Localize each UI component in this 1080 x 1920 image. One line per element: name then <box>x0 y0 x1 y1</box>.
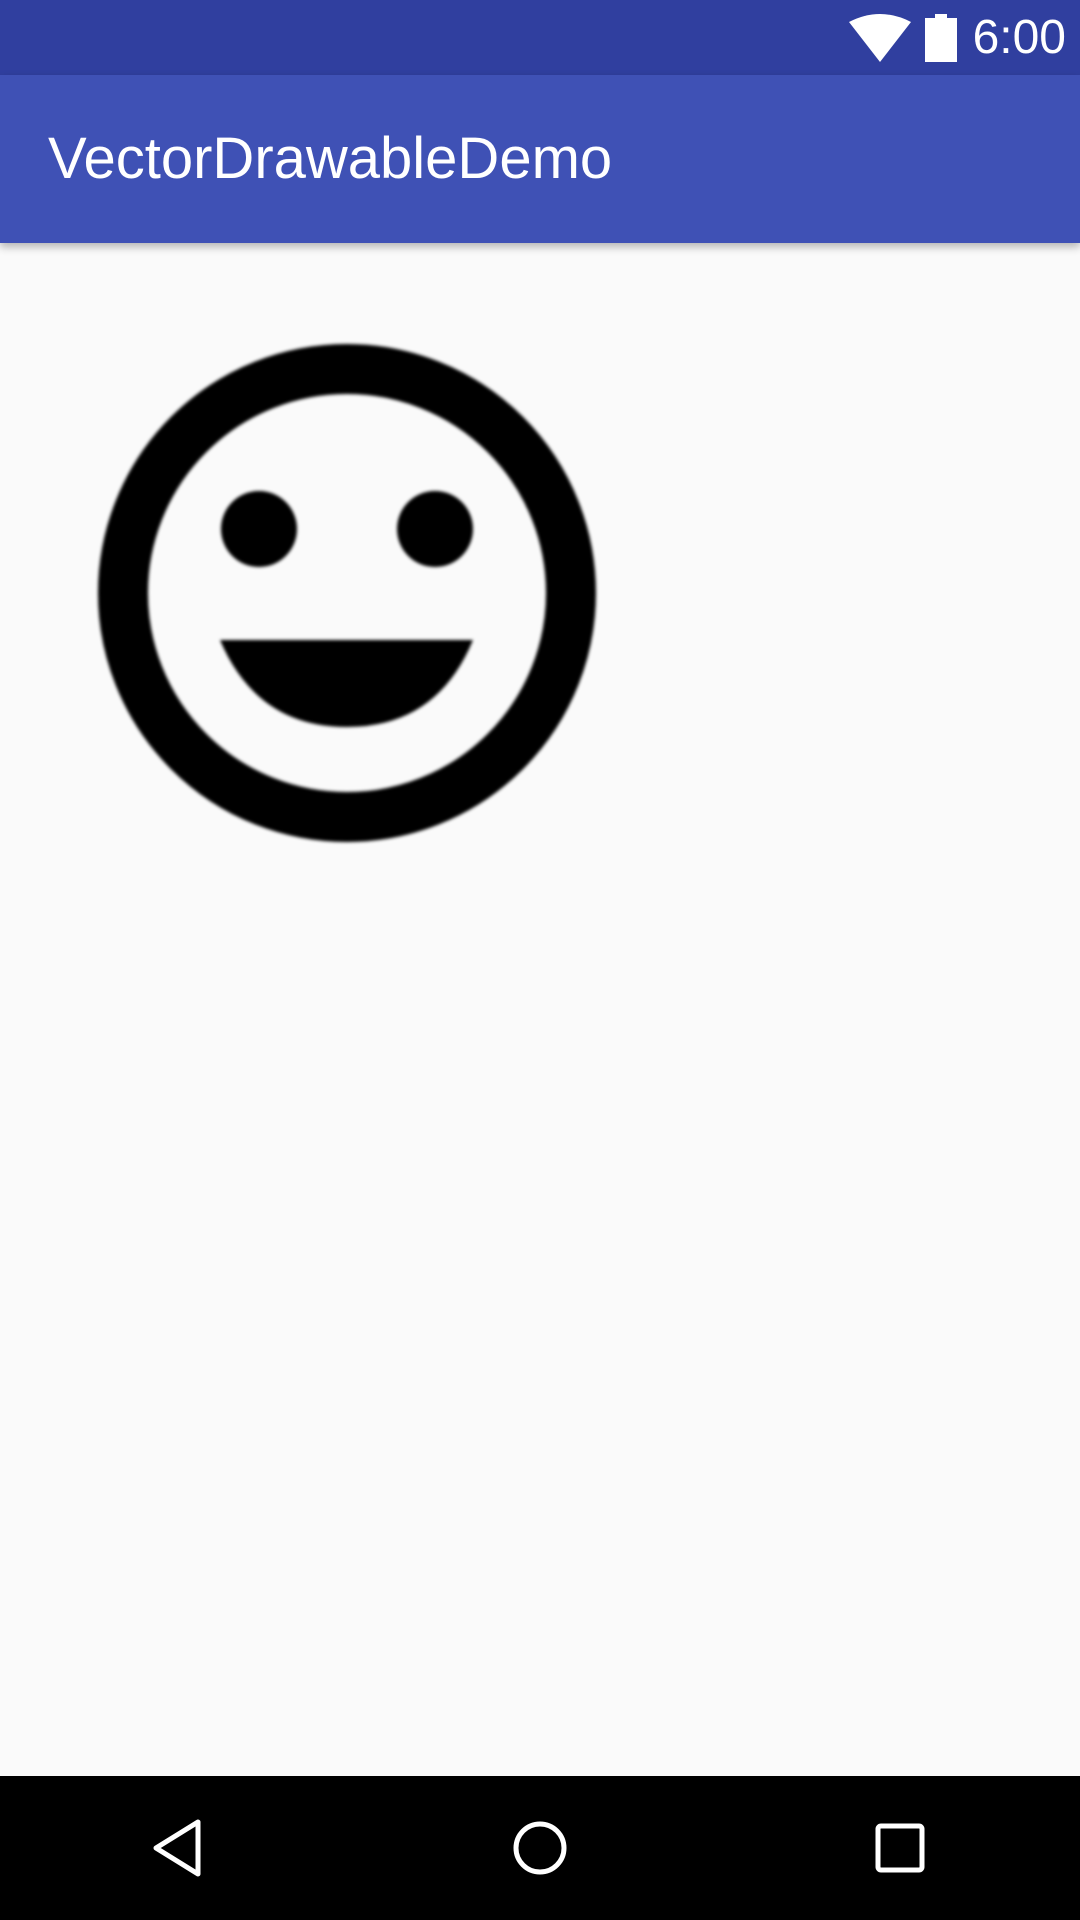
status-icons <box>849 0 1066 75</box>
smiley-face-icon <box>97 343 597 843</box>
app-title: VectorDrawableDemo <box>48 126 613 191</box>
app-bar <box>0 75 1080 243</box>
status-time: 6:00 <box>972 11 1066 64</box>
home-button[interactable] <box>460 1776 620 1920</box>
smiley-outline <box>123 369 571 817</box>
smiley-left-eye <box>221 491 297 567</box>
smiley-mouth <box>220 640 473 727</box>
home-icon <box>510 1818 570 1878</box>
battery-icon <box>925 14 957 62</box>
status-bar <box>0 0 1080 75</box>
main-content <box>0 243 1080 1776</box>
recents-button[interactable] <box>820 1776 980 1920</box>
navigation-bar <box>0 1776 1080 1920</box>
wifi-icon <box>849 14 911 62</box>
back-button[interactable] <box>100 1776 260 1920</box>
back-icon <box>150 1818 210 1878</box>
smiley-right-eye <box>397 491 473 567</box>
recents-icon <box>870 1818 930 1878</box>
